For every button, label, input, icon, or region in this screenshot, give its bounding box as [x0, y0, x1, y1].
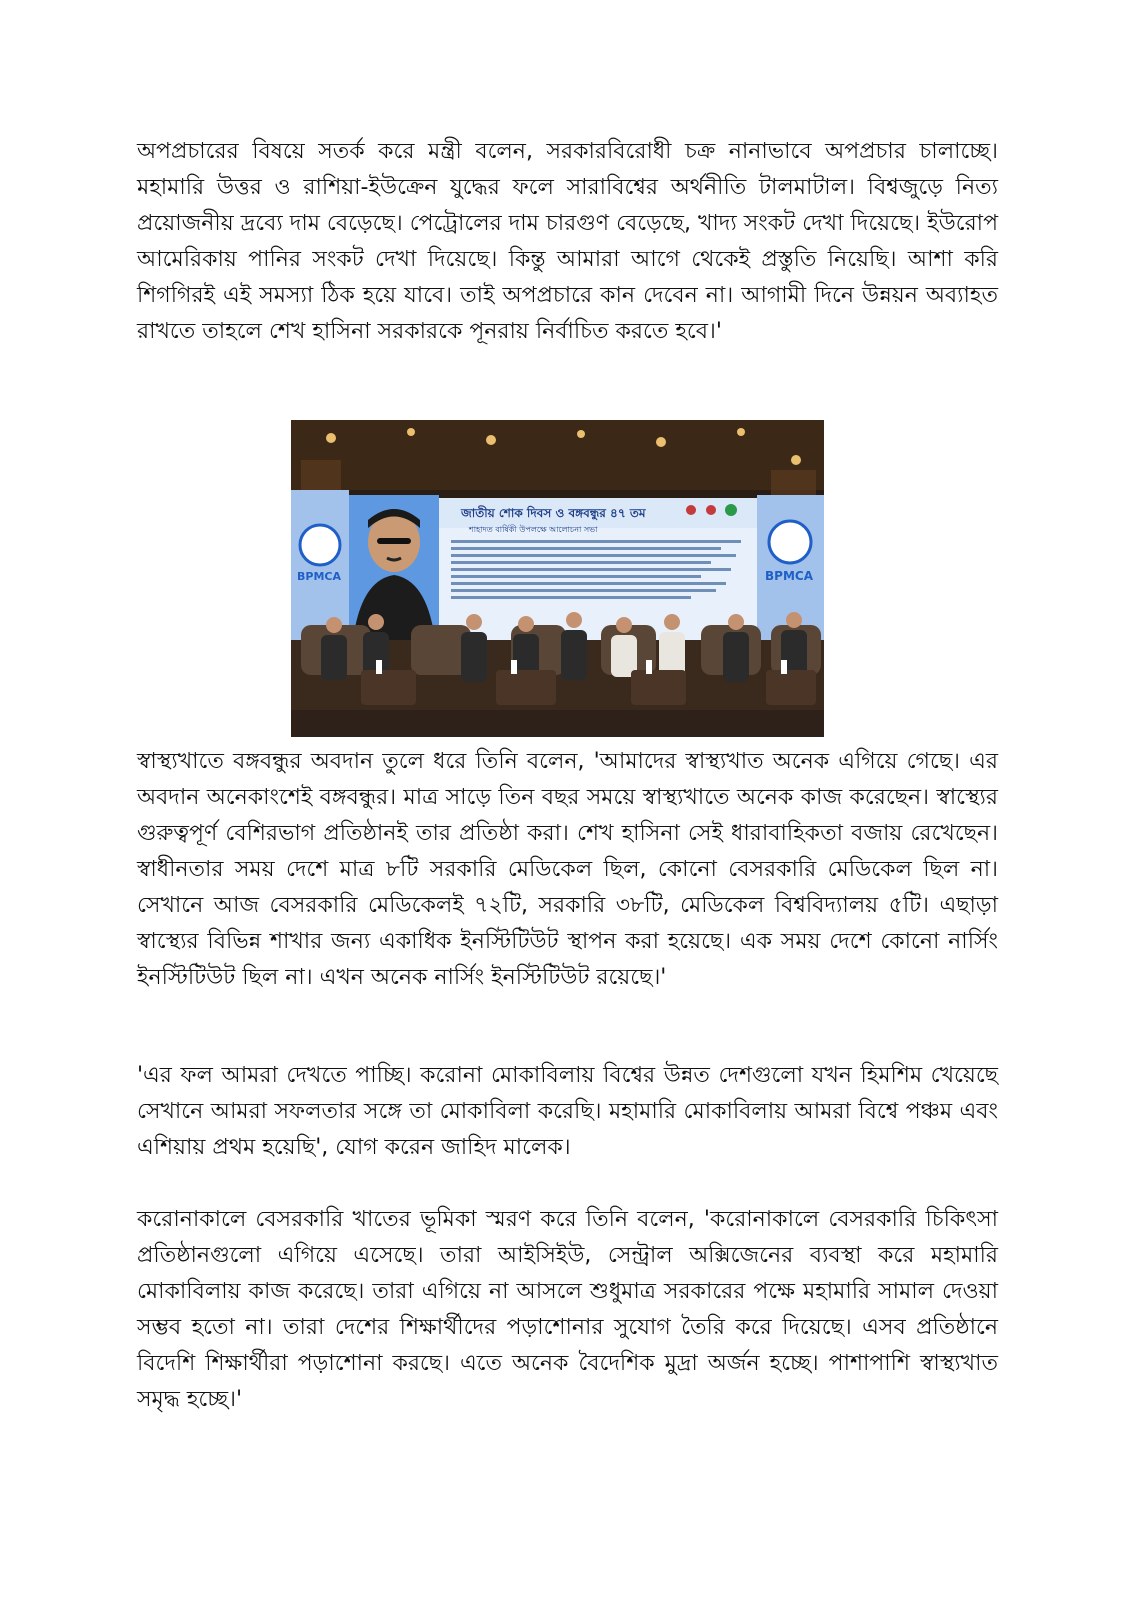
paragraph-1: অপপ্রচারের বিষয়ে সতর্ক করে মন্ত্রী বলেন, সরকারবিরোধী চক্র নানাভাবে অপপ্রচার চালাচ্ছে। মহামারি উত্তর ও রাশিয়া-ইউক্রেন যুদ্ধের ফলে সারাবিশ্বের অর্থনীতি টালমাটাল। বিশ্বজুড়ে নিত্য প্রয়োজনীয় দ্রব্যে দাম বেড়েছে। পেট্রোলের দাম চারগুণ বেড়েছে, খাদ্য সংকট দেখা দিয়েছে। ইউরোপ আমেরিকায় পানির সংকট দেখা দিয়েছে। কিন্তু আমারা আগে থেকেই প্রস্তুতি নিয়েছি। আশা করি শিগগিরই এই সমস্যা ঠিক হয়ে যাবে। তাই অপপ্রচারে কান দেবেন না। আগামী দিনে উন্নয়ন অব্যাহত রাখতে তাহলে শেখ হাসিনা সরকারকে পূনরায় নির্বাচিত করতে হবে।' [137, 139, 998, 344]
event-photo [291, 420, 824, 737]
screen-heading: জাতীয় শোক দিবস ও বঙ্গবন্ধুর ৪৭ তম [461, 506, 646, 520]
left-banner-text: BPMCA [297, 570, 341, 583]
paragraph-4: করোনাকালে বেসরকারি খাতের ভূমিকা স্মরণ করে তিনি বলেন, 'করোনাকালে বেসরকারি চিকিৎসা প্রতিষ্ঠানগুলো এগিয়ে এসেছে। তারা আইসিইউ, সেন্ট্রাল অক্সিজেনের ব্যবস্থা করে মহামারি মোকাবিলায় কাজ করেছে। তারা এগিয়ে না আসলে শুধুমাত্র সরকারের পক্ষে মহামারি সামাল দেওয়া সম্ভব হতো না। তারা দেশের শিক্ষার্থীদের পড়াশোনার সুযোগ তৈরি করে দিয়েছে। এসব প্রতিষ্ঠানে বিদেশি শিক্ষার্থীরা পড়াশোনা করছে। এতে অনেক বৈদেশিক মুদ্রা অর্জন হচ্ছে। পাশাপাশি স্বাস্থ্যখাত সমৃদ্ধ হচ্ছে।' [137, 1207, 998, 1412]
paragraph-2: স্বাস্থ্যখাতে বঙ্গবন্ধুর অবদান তুলে ধরে তিনি বলেন, 'আমাদের স্বাস্থ্যখাত অনেক এগিয়ে গেছে। এর অবদান অনেকাংশেই বঙ্গবন্ধুর। মাত্র সাড়ে তিন বছর সময়ে স্বাস্থ্যখাতে অনেক কাজ করেছেন। স্বাস্থ্যের গুরুত্বপূর্ণ বেশিরভাগ প্রতিষ্ঠানই তার প্রতিষ্ঠা করা। শেখ হাসিনা সেই ধারাবাহিকতা বজায় রেখেছেন। স্বাধীনতার সময় দেশে মাত্র ৮টি সরকারি মেডিকেল ছিল, কোনো বেসরকারি মেডিকেল ছিল না। সেখানে আজ বেসরকারি মেডিকেলই ৭২টি, সরকারি ৩৮টি, মেডিকেল বিশ্ববিদ্যালয় ৫টি। এছাড়া স্বাস্থ্যের বিভিন্ন শাখার জন্য একাধিক ইনস্টিটিউট স্থাপন করা হয়েছে। এক সময় দেশে কোনো নার্সিং ইনস্টিটিউট ছিল না। এখন অনেক নার্সিং ইনস্টিটিউট রয়েছে।' [137, 749, 998, 990]
paragraph-3: 'এর ফল আমরা দেখতে পাচ্ছি। করোনা মোকাবিলায় বিশ্বের উন্নত দেশগুলো যখন হিমশিম খেয়েছে সেখানে আমরা সফলতার সঙ্গে তা মোকাবিলা করেছি। মহামারি মোকাবিলায় আমরা বিশ্বে পঞ্চম এবং এশিয়ায় প্রথম হয়েছি', যোগ করেন জাহিদ মালেক। [137, 1063, 998, 1160]
right-banner-text: BPMCA [765, 569, 813, 583]
screen-subheading: শাহাদত বার্ষিকী উপলক্ষে আলোচনা সভা [469, 525, 598, 534]
